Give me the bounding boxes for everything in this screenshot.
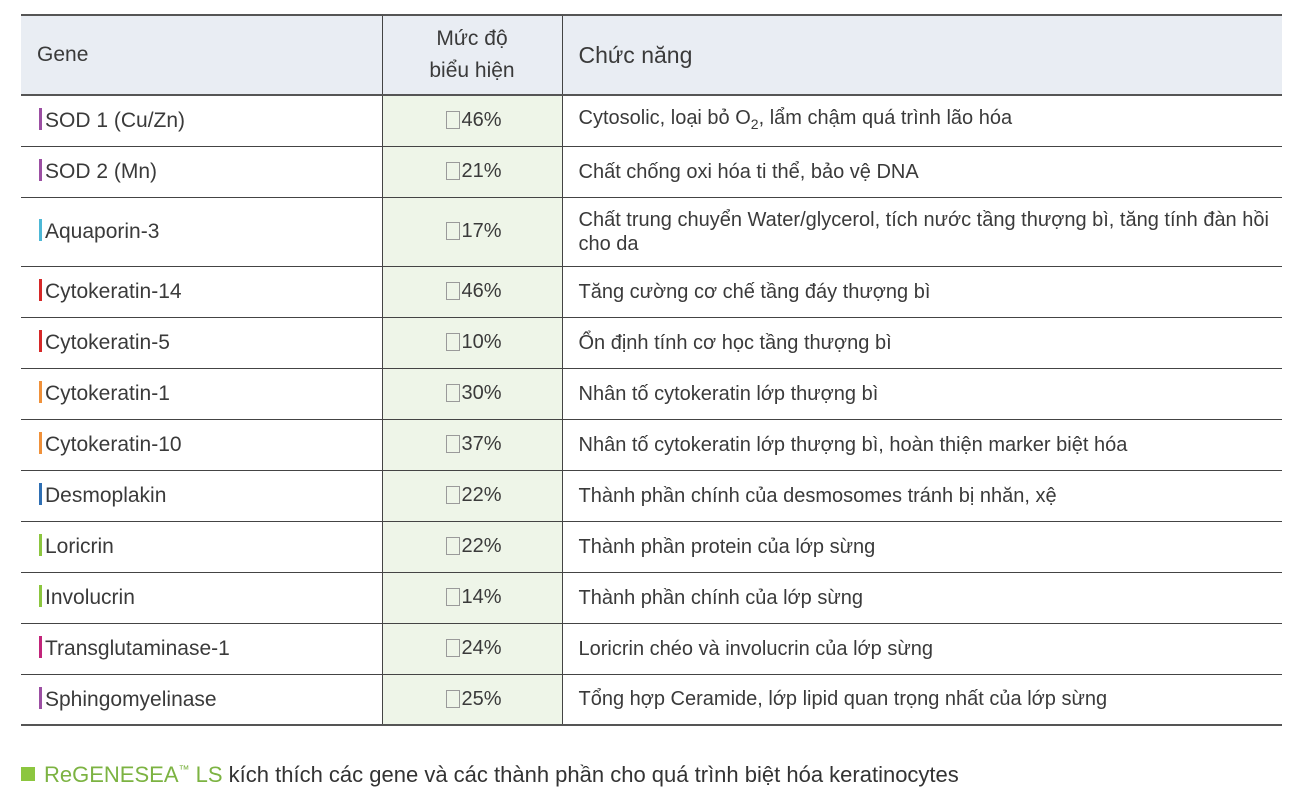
green-square-bullet-icon bbox=[21, 767, 35, 781]
function-cell bbox=[562, 197, 1282, 266]
gene-name: Transglutaminase-1 bbox=[45, 637, 230, 660]
table-row bbox=[21, 317, 1282, 368]
function-cell bbox=[562, 266, 1282, 317]
gene-table-container bbox=[21, 14, 1282, 726]
function-cell bbox=[562, 95, 1282, 146]
gene-cell bbox=[21, 197, 382, 266]
gene-name: Sphingomyelinase bbox=[45, 687, 217, 711]
gene-name: Cytokeratin-10 bbox=[45, 433, 182, 456]
header-level-line2: biểu hiện bbox=[429, 59, 515, 82]
function-text-start: Cytosolic, loại bỏ O bbox=[578, 106, 751, 129]
brand-suffix: LS bbox=[189, 762, 223, 787]
gene-color-marker bbox=[39, 636, 42, 658]
gene-cell bbox=[21, 317, 382, 368]
function-cell bbox=[562, 623, 1282, 674]
expression-level-value: 37% bbox=[461, 433, 502, 455]
footer-text: kích thích các gene và các thành phần cho quá trình biệt hóa keratinocytes bbox=[222, 762, 959, 787]
function-cell bbox=[562, 368, 1282, 419]
gene-expression-table bbox=[21, 14, 1282, 726]
missing-glyph-icon bbox=[446, 222, 460, 240]
missing-glyph-icon bbox=[446, 639, 460, 657]
function-text-end: , lẩm chậm quá trình lão hóa bbox=[758, 106, 1013, 129]
expression-level-cell bbox=[382, 266, 562, 317]
trademark-symbol: ™ bbox=[178, 764, 190, 776]
table-row bbox=[21, 572, 1282, 623]
function-text: Tổng hợp Ceramide, lớp lipid quan trọng nhất của lớp sừng bbox=[578, 688, 1108, 711]
function-cell bbox=[562, 674, 1282, 725]
function-cell bbox=[562, 146, 1282, 197]
expression-level-value: 22% bbox=[461, 484, 502, 506]
expression-level-value: 24% bbox=[461, 637, 502, 659]
gene-color-marker bbox=[39, 330, 42, 352]
gene-cell bbox=[21, 95, 382, 146]
function-cell bbox=[562, 470, 1282, 521]
gene-cell bbox=[21, 146, 382, 197]
gene-name: Involucrin bbox=[45, 586, 135, 609]
gene-color-marker bbox=[39, 108, 42, 130]
expression-level-value: 30% bbox=[461, 382, 502, 404]
gene-cell bbox=[21, 521, 382, 572]
gene-cell bbox=[21, 572, 382, 623]
table-row bbox=[21, 419, 1282, 470]
missing-glyph-icon bbox=[446, 486, 460, 504]
missing-glyph-icon bbox=[446, 435, 460, 453]
table-row bbox=[21, 146, 1282, 197]
gene-cell bbox=[21, 368, 382, 419]
expression-level-cell bbox=[382, 572, 562, 623]
function-subscript: 2 bbox=[750, 115, 759, 132]
function-cell bbox=[562, 572, 1282, 623]
gene-name: Cytokeratin-1 bbox=[45, 382, 170, 405]
header-level-line1: Mức độ bbox=[436, 27, 508, 50]
function-text: Chất trung chuyển Water/glycerol, tích nước tầng thượng bì, tăng tính đàn hồi cho da bbox=[578, 208, 1269, 255]
expression-level-cell bbox=[382, 197, 562, 266]
table-row bbox=[21, 674, 1282, 725]
gene-color-marker bbox=[39, 279, 42, 301]
gene-color-marker bbox=[39, 585, 42, 607]
gene-color-marker bbox=[39, 219, 42, 241]
table-row bbox=[21, 197, 1282, 266]
expression-level-value: 10% bbox=[461, 331, 502, 353]
expression-level-value: 17% bbox=[461, 220, 502, 242]
gene-color-marker bbox=[39, 687, 42, 709]
header-expression-level bbox=[382, 15, 562, 95]
gene-cell bbox=[21, 674, 382, 725]
gene-cell bbox=[21, 470, 382, 521]
expression-level-cell bbox=[382, 95, 562, 146]
missing-glyph-icon bbox=[446, 111, 460, 129]
table-row bbox=[21, 266, 1282, 317]
function-text: Nhân tố cytokeratin lớp thượng bì, hoàn thiện marker biệt hóa bbox=[578, 433, 1128, 456]
gene-color-marker bbox=[39, 159, 42, 181]
gene-color-marker bbox=[39, 432, 42, 454]
gene-color-marker bbox=[39, 534, 42, 556]
header-gene: Gene bbox=[21, 15, 382, 95]
function-text: Thành phần chính của desmosomes tránh bị nhăn, xệ bbox=[578, 484, 1057, 507]
gene-name: Desmoplakin bbox=[45, 484, 167, 507]
function-cell bbox=[562, 419, 1282, 470]
expression-level-cell bbox=[382, 368, 562, 419]
function-text: Thành phần protein của lớp sừng bbox=[578, 535, 876, 558]
function-text: Nhân tố cytokeratin lớp thượng bì bbox=[578, 382, 879, 405]
gene-name: Aquaporin-3 bbox=[45, 220, 160, 243]
gene-cell bbox=[21, 419, 382, 470]
missing-glyph-icon bbox=[446, 690, 460, 708]
gene-color-marker bbox=[39, 483, 42, 505]
expression-level-value: 14% bbox=[461, 586, 502, 608]
function-cell bbox=[562, 521, 1282, 572]
gene-name: SOD 1 (Cu/Zn) bbox=[45, 109, 186, 133]
gene-name: Loricrin bbox=[45, 535, 114, 558]
missing-glyph-icon bbox=[446, 333, 460, 351]
expression-level-value: 22% bbox=[461, 535, 502, 557]
expression-level-cell bbox=[382, 419, 562, 470]
expression-level-value: 46% bbox=[461, 280, 502, 302]
function-text: Chất chống oxi hóa ti thể, bảo vệ DNA bbox=[578, 160, 919, 183]
missing-glyph-icon bbox=[446, 588, 460, 606]
expression-level-cell bbox=[382, 317, 562, 368]
header-function: Chức năng bbox=[562, 15, 1282, 95]
expression-level-cell bbox=[382, 146, 562, 197]
table-row bbox=[21, 521, 1282, 572]
expression-level-cell bbox=[382, 470, 562, 521]
gene-color-marker bbox=[39, 381, 42, 403]
missing-glyph-icon bbox=[446, 162, 460, 180]
expression-level-cell bbox=[382, 674, 562, 725]
gene-name: SOD 2 (Mn) bbox=[45, 160, 158, 183]
missing-glyph-icon bbox=[446, 537, 460, 555]
gene-name: Cytokeratin-5 bbox=[45, 331, 170, 354]
missing-glyph-icon bbox=[446, 282, 460, 300]
function-text: Tăng cường cơ chế tầng đáy thượng bì bbox=[578, 280, 931, 303]
function-text: Ổn định tính cơ học tầng thượng bì bbox=[578, 331, 892, 354]
table-row bbox=[21, 470, 1282, 521]
gene-cell bbox=[21, 623, 382, 674]
brand-name: ReGENESEA bbox=[44, 762, 179, 787]
table-row bbox=[21, 95, 1282, 146]
expression-level-cell bbox=[382, 623, 562, 674]
gene-name: Cytokeratin-14 bbox=[45, 280, 182, 303]
footer-note bbox=[21, 762, 959, 788]
expression-level-value: 46% bbox=[461, 109, 502, 132]
expression-level-value: 21% bbox=[461, 160, 502, 182]
function-text: Thành phần chính của lớp sừng bbox=[578, 586, 863, 609]
expression-level-cell bbox=[382, 521, 562, 572]
function-text: Loricrin chéo và involucrin của lớp sừng bbox=[578, 637, 933, 660]
expression-level-value: 25% bbox=[461, 687, 502, 710]
table-row bbox=[21, 368, 1282, 419]
missing-glyph-icon bbox=[446, 384, 460, 402]
table-header-row bbox=[21, 15, 1282, 95]
gene-cell bbox=[21, 266, 382, 317]
function-cell bbox=[562, 317, 1282, 368]
table-row bbox=[21, 623, 1282, 674]
